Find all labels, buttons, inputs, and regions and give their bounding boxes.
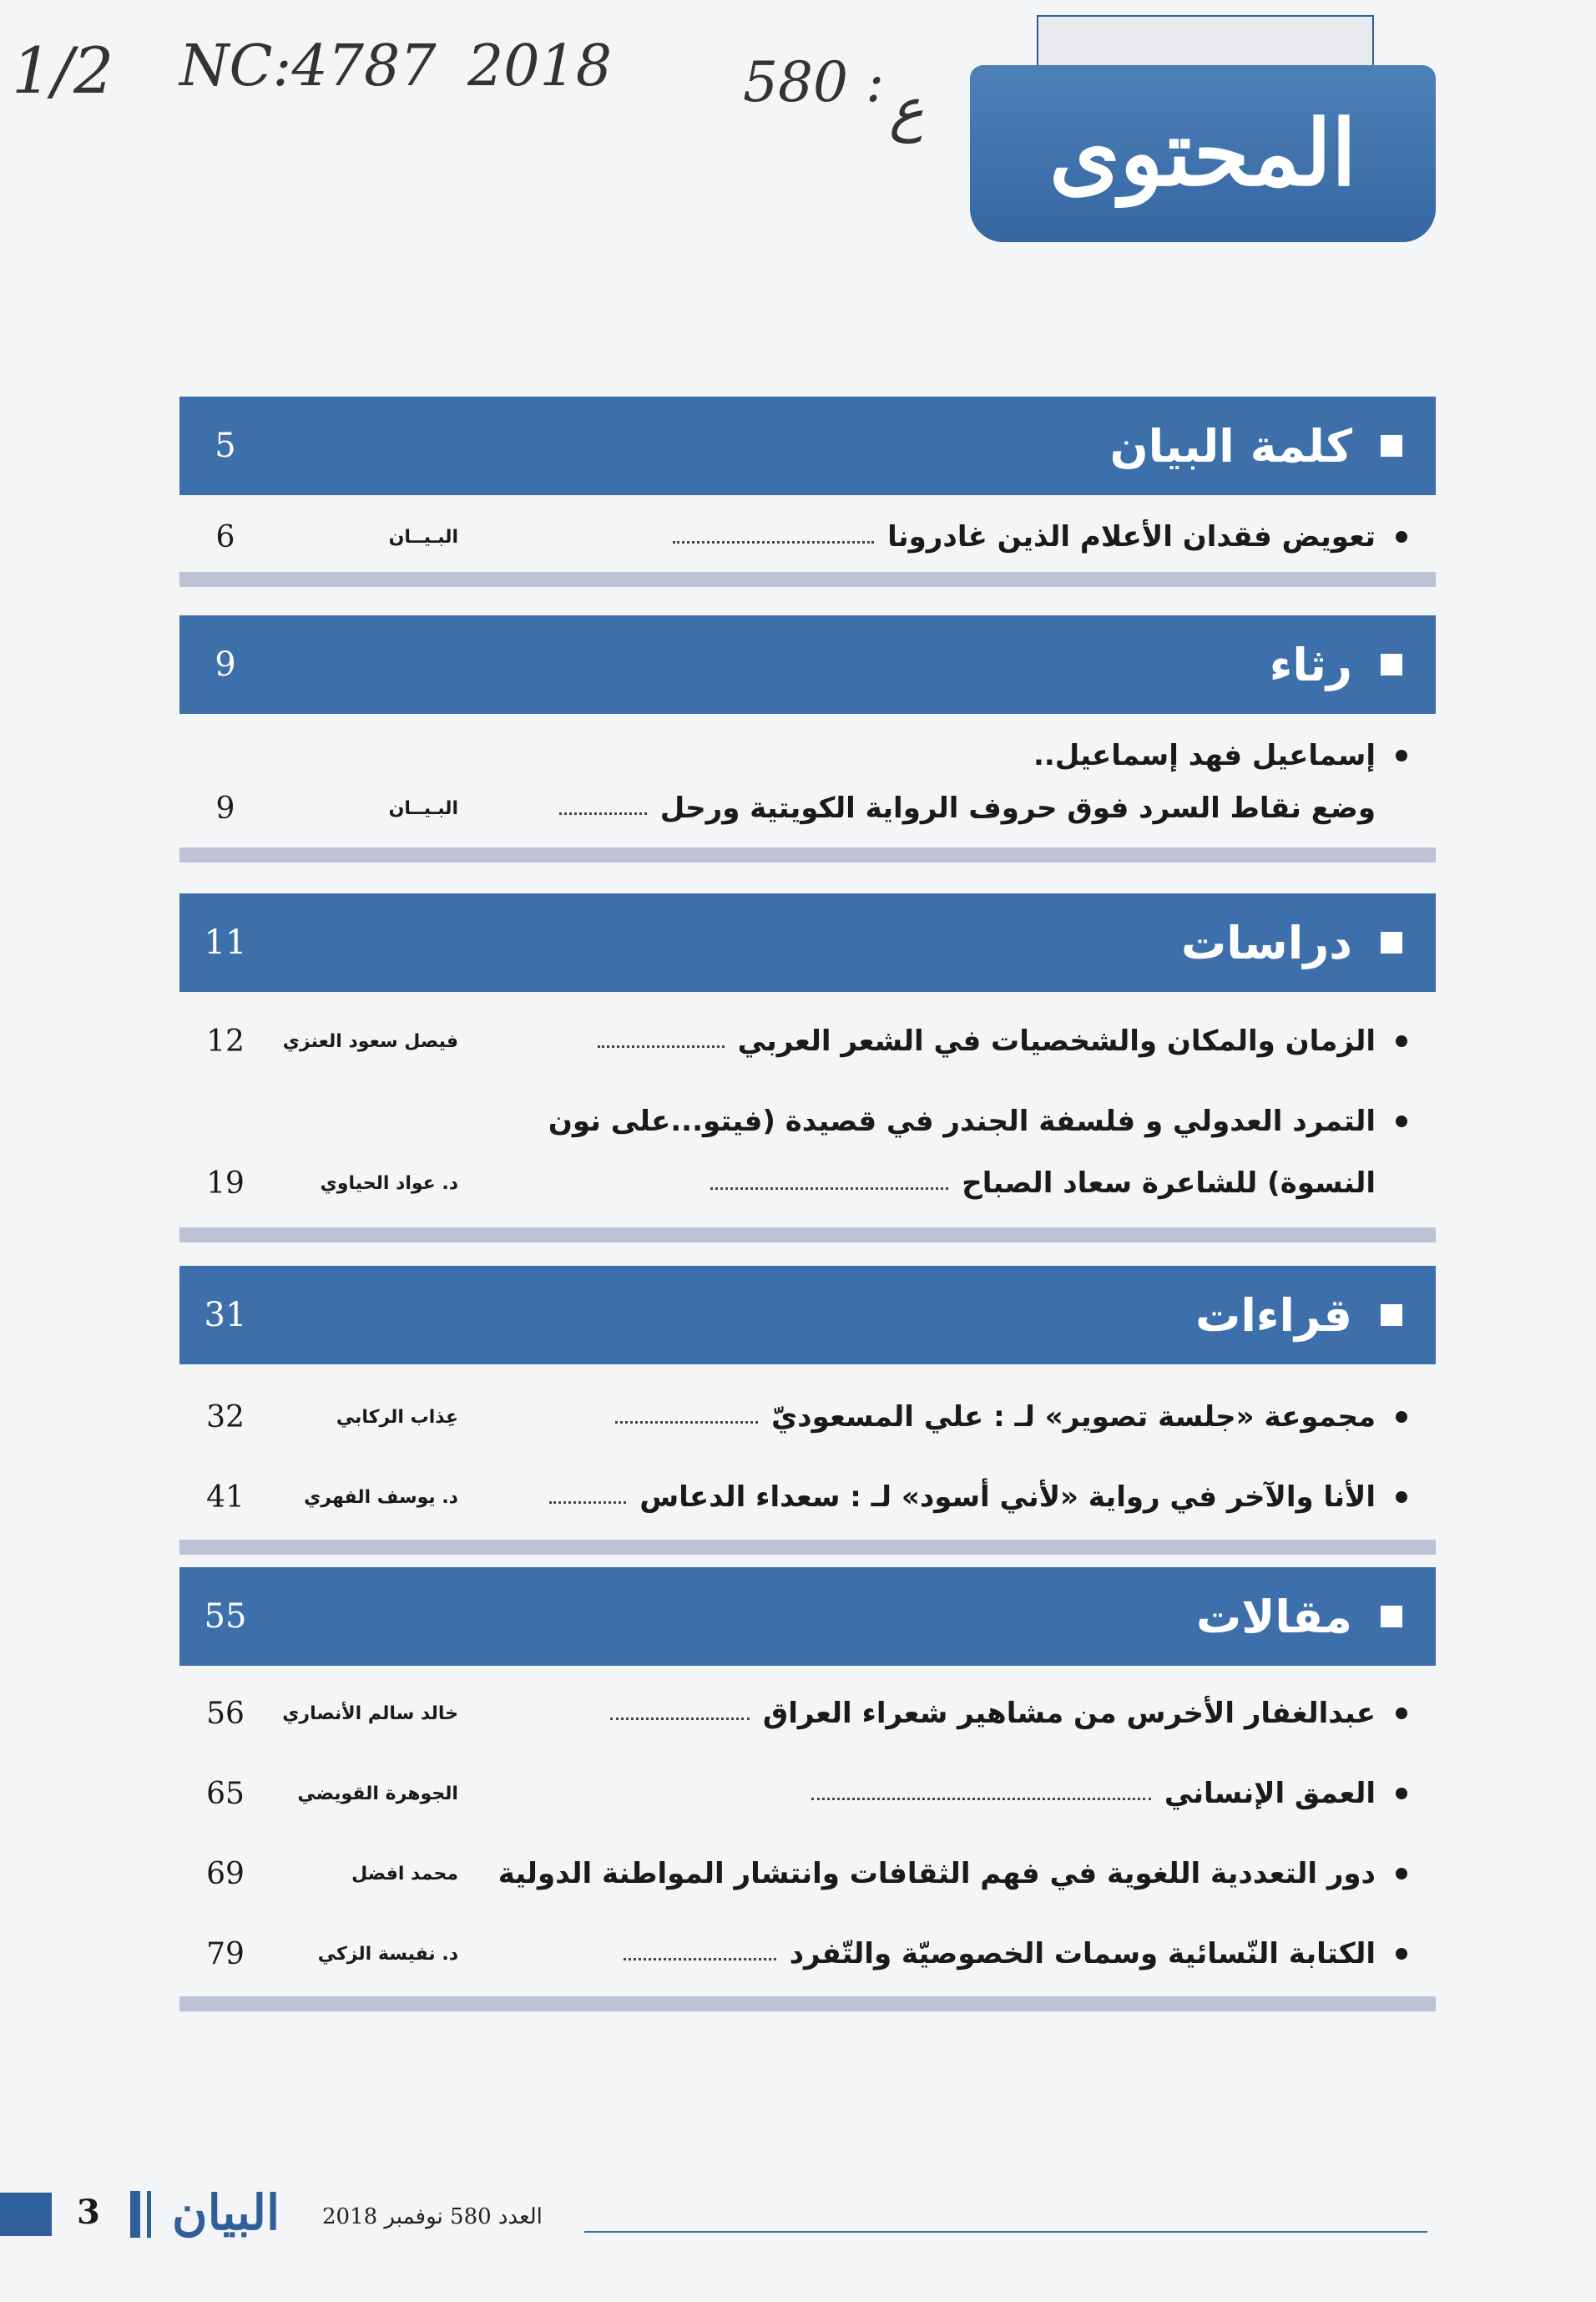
section-title: رثاء bbox=[1269, 638, 1352, 691]
section-divider bbox=[179, 847, 1436, 863]
section-maqalat bbox=[179, 1567, 1436, 2011]
entry-title: تعويض فقدان الأعلام الذين غادرونا bbox=[887, 520, 1376, 554]
entry-author: د. عواد الحياوي bbox=[320, 1172, 458, 1194]
entry-author: د. نفيسة الزكي bbox=[317, 1943, 458, 1965]
section-header bbox=[179, 893, 1436, 992]
toc-entry-continuation[interactable] bbox=[179, 781, 1436, 836]
handwritten-fraction: 1/2 bbox=[12, 33, 114, 108]
bullet-icon bbox=[1396, 1868, 1407, 1880]
entry-title-line-2: وضع نقاط السرد فوق حروف الرواية الكويتية ورحل bbox=[659, 792, 1376, 825]
section-page-number: 11 bbox=[204, 923, 247, 962]
entry-title-line-1: إسماعيل فهد إسماعيل.. bbox=[1033, 739, 1376, 772]
handwritten-letter: ع bbox=[889, 75, 924, 144]
bullet-icon bbox=[1396, 1411, 1407, 1423]
section-header bbox=[179, 615, 1436, 714]
entry-page-number: 19 bbox=[206, 1166, 245, 1201]
entry-page-number: 41 bbox=[206, 1480, 245, 1515]
toc-entry[interactable] bbox=[179, 1094, 1436, 1149]
bullet-icon bbox=[1396, 1116, 1407, 1127]
section-rithaa bbox=[179, 615, 1436, 863]
handwritten-year: 2018 bbox=[467, 33, 613, 99]
entry-page-number: 65 bbox=[206, 1776, 245, 1811]
toc-entry[interactable] bbox=[179, 1926, 1436, 1981]
section-divider bbox=[179, 1540, 1436, 1555]
square-bullet-icon bbox=[1381, 1304, 1402, 1326]
bullet-icon bbox=[1396, 1788, 1407, 1799]
section-title: كلمة البيان bbox=[1109, 419, 1352, 473]
banner-ribbon bbox=[970, 65, 1436, 242]
section-divider bbox=[179, 1996, 1436, 2011]
section-header bbox=[179, 1266, 1436, 1364]
entry-title: الزمان والمكان والشخصيات في الشعر العربي bbox=[737, 1025, 1376, 1058]
entry-title: الأنا والآخر في رواية «لأني أسود» لـ : سعداء الدعاس bbox=[639, 1480, 1376, 1514]
dot-leader bbox=[559, 812, 647, 815]
square-bullet-icon bbox=[1381, 654, 1402, 675]
section-divider bbox=[179, 572, 1436, 587]
contents-banner bbox=[970, 15, 1436, 242]
handwritten-issue: 580 : bbox=[743, 50, 885, 114]
entry-title: عبدالغفار الأخرس من مشاهير شعراء العراق bbox=[762, 1697, 1376, 1730]
toc-entry[interactable] bbox=[179, 1846, 1436, 1901]
toc-entry[interactable] bbox=[179, 1766, 1436, 1821]
square-bullet-icon bbox=[1381, 1606, 1402, 1627]
entry-author: خالد سالم الأنصاري bbox=[282, 1702, 458, 1724]
toc-entry-continuation[interactable] bbox=[179, 1156, 1436, 1211]
section-dirasat bbox=[179, 893, 1436, 1242]
section-title: دراسات bbox=[1181, 916, 1352, 969]
section-header bbox=[179, 1567, 1436, 1666]
entry-title-line-1: التمرد العدولي و فلسفة الجندر في قصيدة (فيتو...على نون bbox=[548, 1105, 1376, 1138]
entry-author: فيصل سعود العنزي bbox=[282, 1030, 458, 1052]
footer-issue-info: العدد 580 نوفمبر 2018 bbox=[322, 2204, 543, 2229]
dot-leader bbox=[673, 541, 874, 544]
entry-page-number: 9 bbox=[215, 791, 235, 826]
entry-title: دور التعددية اللغوية في فهم الثقافات وانتشار المواطنة الدولية bbox=[497, 1857, 1376, 1890]
entry-author: الجوهرة القويضي bbox=[297, 1783, 458, 1804]
section-divider bbox=[179, 1227, 1436, 1242]
square-bullet-icon bbox=[1381, 435, 1402, 457]
entry-page-number: 6 bbox=[215, 519, 235, 554]
toc-entry[interactable] bbox=[179, 731, 1436, 781]
dot-leader bbox=[710, 1187, 949, 1190]
dot-leader bbox=[549, 1501, 627, 1504]
page-footer bbox=[0, 2181, 1596, 2256]
section-title: مقالات bbox=[1195, 1590, 1352, 1643]
toc-entry[interactable] bbox=[179, 508, 1436, 565]
bullet-icon bbox=[1396, 750, 1407, 761]
dot-leader bbox=[811, 1798, 1151, 1800]
section-page-number: 31 bbox=[204, 1296, 247, 1334]
dot-leader bbox=[610, 1718, 749, 1720]
entry-title: الكتابة النّسائية وسمات الخصوصيّة والتّفرد bbox=[789, 1937, 1376, 1971]
section-kalimat-al-bayan bbox=[179, 397, 1436, 587]
entry-title-line-2: النسوة) للشاعرة سعاد الصباح bbox=[962, 1166, 1376, 1200]
toc-entry[interactable] bbox=[179, 1389, 1436, 1444]
toc-entry[interactable] bbox=[179, 1014, 1436, 1069]
section-title: قراءات bbox=[1195, 1288, 1352, 1342]
entry-author: البـيــان bbox=[388, 797, 458, 819]
entry-author: محمد افضل bbox=[351, 1863, 458, 1885]
bullet-icon bbox=[1396, 1948, 1407, 1960]
entry-title: مجموعة «جلسة تصوير» لـ : علي المسعوديّ bbox=[771, 1400, 1376, 1434]
section-page-number: 5 bbox=[215, 427, 236, 465]
footer-page-number: 3 bbox=[77, 2193, 100, 2232]
dot-leader bbox=[615, 1421, 759, 1424]
section-page-number: 55 bbox=[204, 1597, 247, 1636]
square-bullet-icon bbox=[1381, 932, 1402, 954]
magazine-logo: البيان bbox=[172, 2184, 280, 2241]
section-header bbox=[179, 397, 1436, 495]
entry-page-number: 79 bbox=[206, 1936, 245, 1971]
entry-title: العمق الإنساني bbox=[1164, 1777, 1376, 1810]
bullet-icon bbox=[1396, 531, 1407, 543]
bullet-icon bbox=[1396, 1035, 1407, 1047]
entry-page-number: 32 bbox=[206, 1399, 245, 1434]
entry-page-number: 56 bbox=[206, 1696, 245, 1731]
section-qiraat bbox=[179, 1266, 1436, 1555]
entry-author: د. يوسف الفهري bbox=[304, 1486, 458, 1508]
entry-author: البـيــان bbox=[388, 526, 458, 548]
dot-leader bbox=[624, 1958, 775, 1960]
footer-bar-thin bbox=[147, 2191, 151, 2238]
dot-leader bbox=[598, 1045, 724, 1048]
entry-page-number: 69 bbox=[206, 1856, 245, 1891]
page-title: المحتوى bbox=[1049, 101, 1356, 206]
footer-color-block bbox=[0, 2193, 52, 2236]
section-page-number: 9 bbox=[215, 645, 236, 684]
footer-bar bbox=[130, 2191, 140, 2238]
handwritten-catalog-number: NC:4787 bbox=[179, 33, 437, 99]
footer-rule bbox=[584, 2231, 1427, 2233]
entry-page-number: 12 bbox=[206, 1024, 245, 1059]
bullet-icon bbox=[1396, 1708, 1407, 1719]
toc-entry[interactable] bbox=[179, 1686, 1436, 1741]
bullet-icon bbox=[1396, 1491, 1407, 1503]
toc-entry[interactable] bbox=[179, 1470, 1436, 1525]
entry-author: عِذاب الركابي bbox=[336, 1406, 458, 1428]
